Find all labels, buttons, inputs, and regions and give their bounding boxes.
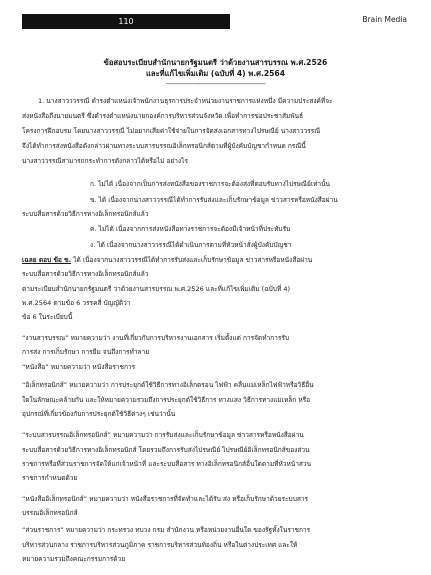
choice-b: ข. ได้ เนื่องจากนางสาววรรณีได้ทำการรับส่งและเก็บรักษาข้อมูล ข่าวสารหรือหนังสือผ่าน xyxy=(90,196,338,204)
document-title-line-2: และที่แก้ไขเพิ่มเติม (ฉบับที่ 4) พ.ศ.2564 xyxy=(146,69,285,78)
answer-line: ข้อ 6 ในระเบียบนี้ xyxy=(22,313,73,321)
page-number-bar xyxy=(22,14,230,29)
definition-line: “หนังสือ” หมายความว่า หนังสือราชการ xyxy=(22,363,136,371)
question-line: จึงได้ทำการส่งหนังสือดังกล่าวผ่านทางระบบสารบรรณอิเล็กทรอนิกส์ตามที่ผู้บังคับบัญชากำหนด กรณีนี้ xyxy=(22,142,306,150)
choice-c: ค. ไม่ได้ เนื่องจากการส่งหนังสือทางราชการจะต้องมีเจ้าหน้าที่ประทับรับ xyxy=(90,225,291,233)
definition-line: “ส่วนราชการ” หมายความว่า กระทรวง ทบวง กรม สำนักงาน หรือหน่วยงานอื่นใด ของรัฐทั้งในราชการ xyxy=(22,526,311,534)
definition-line: บรรณอิเล็กทรอนิกส์ xyxy=(22,509,78,517)
choice-d: ง. ได้ เนื่องจากนางสาววรรณีได้ดำเนินการตามที่หัวหน้าสั่งผู้บังคับบัญชา xyxy=(90,241,292,249)
page-number: 110 xyxy=(118,17,134,26)
answer-line: ระบบสื่อสารด้วยวิธีการทางอิเล็กทรอนิกส์แล้ว xyxy=(22,270,149,278)
answer-label: เฉลย ตอบ ข้อ ข. xyxy=(22,256,72,264)
choice-a: ก. ไม่ได้ เนื่องจากเป็นการส่งหนังสือของราชการจะต้องส่งที่ตอบรับทางไปรษณีย์เท่านั้น xyxy=(90,180,331,188)
definition-line: อุปกรณ์ที่เกี่ยวข้องกับการประยุกต์ใช้วิธีต่างๆ เช่นว่านั้น xyxy=(22,410,176,418)
answer-text: ได้ เนื่องจากนางสาววรรณีได้ทำการรับส่งและเก็บรักษาข้อมูล ข่าวสารหรือหนังสือผ่าน xyxy=(73,256,313,264)
brand-name: Brain Media xyxy=(362,15,407,24)
definition-line: ใดในลักษณะคล้ายกัน และให้หมายความรวมถึงการประยุกต์ใช้วิธีการ ทางแสง วิธีการทางแม่เหล็ก หรือ xyxy=(22,396,311,404)
definition-line: “งานสารบรรณ” หมายความว่า งานที่เกี่ยวกับการบริหารงานเอกสาร เริ่มตั้งแต่ การจัดทำการรับ xyxy=(22,334,290,342)
question-line: 1. นางสาวววรรณี ดำรงตำแหน่งเจ้าพนักงานธุรการประจำหน่วยงานราชการแห่งหนึ่ง มีความประสงค์ที่จะ xyxy=(38,97,333,105)
definition-line: “ระบบสารบรรณอิเล็กทรอนิกส์” หมายความว่า การรับส่งและเก็บรักษาข้อมูล ข่าวสารหรือหนังสือผ่าน xyxy=(22,431,304,439)
definition-line: ราชการหรือที่ส่วนราชการจัดให้แก่เจ้าหน้าที่ และระบบสื่อสาร ทางอิเล็กทรอนิกส์อื่นใดตามที่หัวหน้าส่วน xyxy=(22,460,312,468)
definition-line: บริหารส่วนกลาง ราชการบริหารส่วนภูมิภาค ราชการบริหารส่วนท้องถิ่น หรือในต่างประเทศ และให้ xyxy=(22,541,298,549)
answer-first-line xyxy=(22,256,312,265)
question-line: นางสาววรรณีสามารถกระทำการดังกล่าวได้หรือไม่ อย่างไร xyxy=(22,157,188,165)
title-divider: ------------------------------------------------- xyxy=(165,80,266,88)
definition-line: ราชการกำหนดด้วย xyxy=(22,474,78,482)
definition-line: “หนังสืออิเล็กทรอนิกส์” หมายความว่า หนังสือราชการที่จัดทำและได้รับ ส่ง หรือเก็บรักษาด้วยระบบสาร xyxy=(22,495,309,503)
answer-line: พ.ศ.2564 ตามข้อ 6 วรรคสี่ บัญญัติว่า xyxy=(22,299,131,307)
question-line: โครงการฝึกอบรม โดยนางสาววรรณี ไม่อยากเสียค่าใช้จ่ายในการจัดส่งเอกสารทางไปรษณีย์ นางสาววรรณี xyxy=(22,127,321,135)
definition-line: การส่ง การเก็บรักษา การยืม จนถึงการทำลาย xyxy=(22,348,150,356)
document-title-line-1: ข้อสอบระเบียบสำนักนายกรัฐมนตรี ว่าด้วยงานสารบรรณ พ.ศ.2526 xyxy=(103,58,328,67)
choice-b-continued: ระบบสื่อสารด้วยวิธีการทางอิเล็กทรอนิกส์แล้ว xyxy=(22,210,149,218)
definition-line: ระบบสื่อสารด้วยวิธีการทางอิเล็กทรอนิกส์ โดยรวมถึงการรับส่งไปรษณีย์ ไปรษณีย์อิเล็กทรอนิกส์ของส่วน xyxy=(22,446,310,454)
question-line: ส่งหนังสือถึงนายมนตรี ซึ่งดำรงตำแหน่งนายกองค์การบริหารส่วนจังหวัด เพื่อทำการขอประชาสัมพันธ์ xyxy=(22,112,304,120)
answer-line: ตามระเบียบสำนักนายกรัฐมนตรี ว่าด้วยงานสารบรรณ พ.ศ.2526 และที่แก้ไขเพิ่มเติม (ฉบับที่ 4) xyxy=(22,285,291,293)
definition-line: หมายความรวมถึงคณะกรรมการด้วย xyxy=(22,555,126,563)
definition-line: “อิเล็กทรอนิกส์” หมายความว่า การประยุกต์ใช้วิธีการทางอิเล็กตรอน ไฟฟ้า คลื่นแม่เหล็กไฟฟ้าหรือวิธีอื่น xyxy=(22,381,314,389)
